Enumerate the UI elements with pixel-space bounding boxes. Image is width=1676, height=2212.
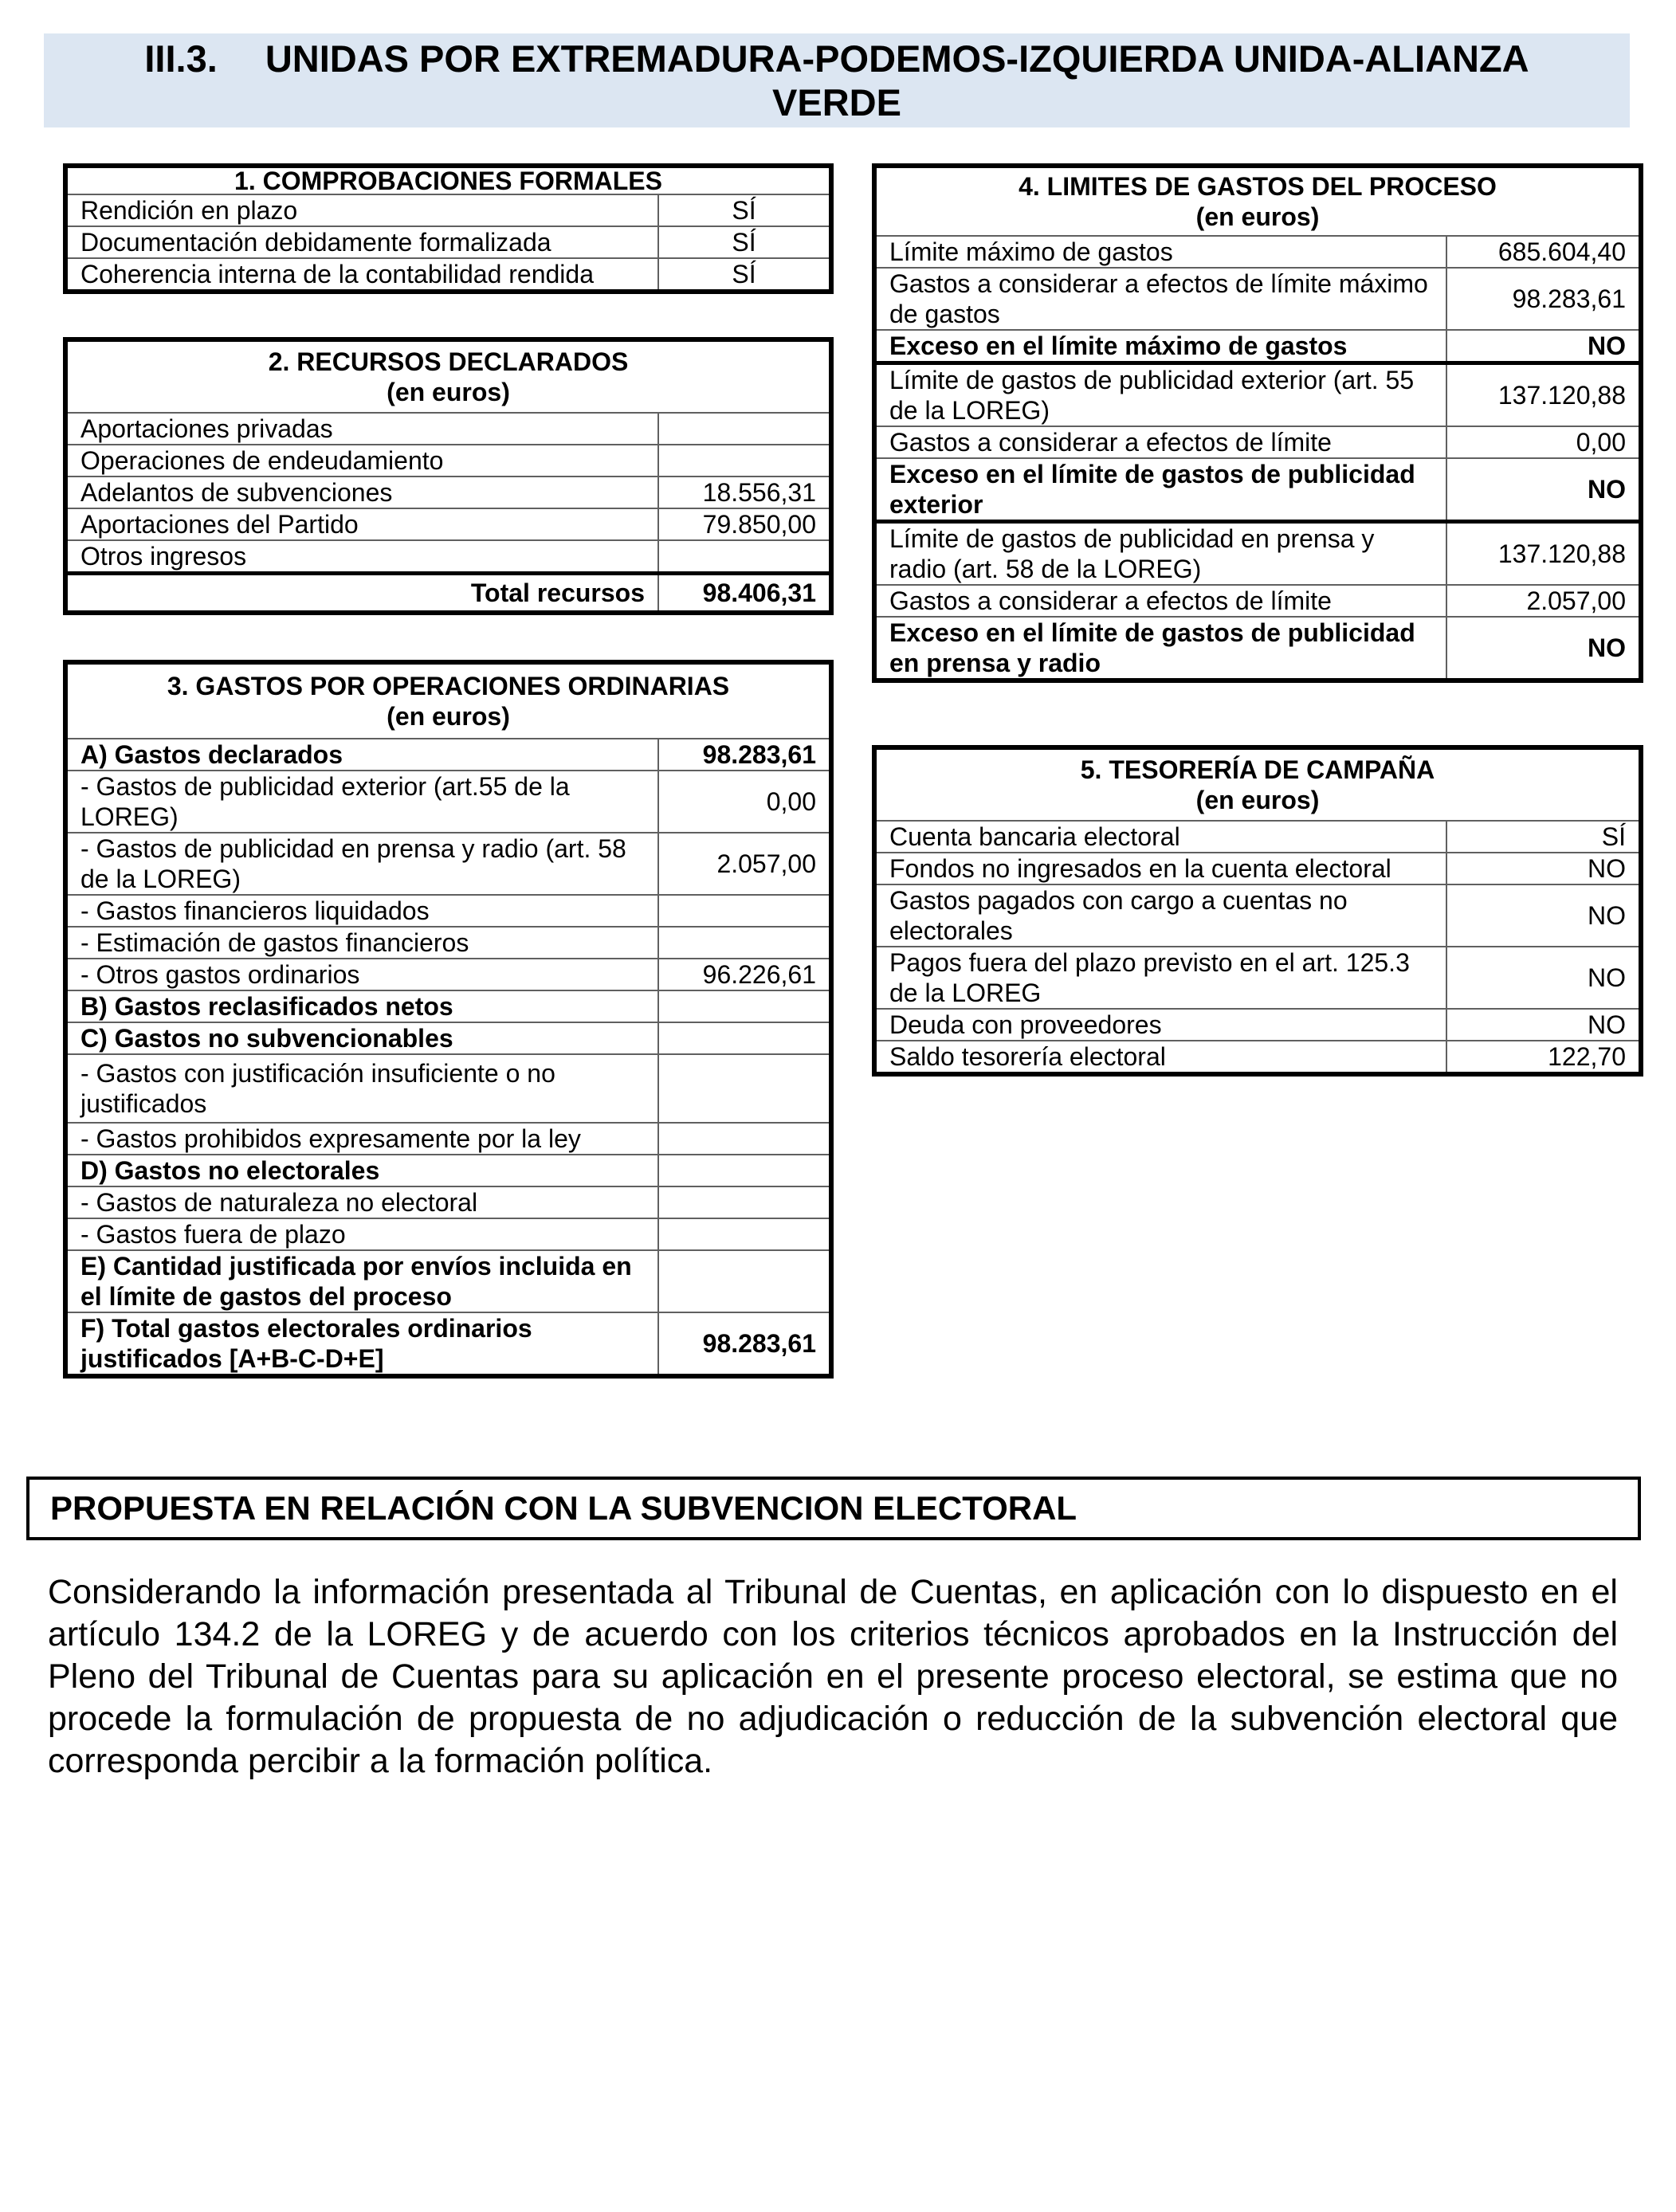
table-row	[65, 445, 831, 477]
row-label: Límite de gastos de publicidad exterior (art. 55 de la LOREG)	[874, 363, 1446, 427]
row-label: E) Cantidad justificada por envíos incluida en el límite de gastos del proceso	[65, 1250, 658, 1312]
row-value: 96.226,61	[658, 959, 831, 990]
row-label: B) Gastos reclasificados netos	[65, 990, 658, 1022]
row-value: NO	[1446, 330, 1641, 363]
table-row	[65, 1186, 831, 1218]
row-label: Gastos a considerar a efectos de límite	[874, 426, 1446, 458]
table-row	[874, 947, 1641, 1009]
limites-header	[874, 166, 1641, 236]
table-row	[874, 268, 1641, 330]
row-value: 18.556,31	[658, 477, 831, 508]
row-label: Adelantos de subvenciones	[65, 477, 658, 508]
table-row	[65, 508, 831, 540]
table-row	[65, 1022, 831, 1054]
row-label: Exceso en el límite de gastos de publicidad en prensa y radio	[874, 617, 1446, 680]
table-row	[65, 1054, 831, 1123]
row-label: Exceso en el límite máximo de gastos	[874, 330, 1446, 363]
tesoreria-subtitle: (en euros)	[1195, 786, 1320, 814]
row-label: D) Gastos no electorales	[65, 1155, 658, 1186]
table-row	[874, 330, 1641, 363]
row-label: Límite de gastos de publicidad en prensa y radio (art. 58 de la LOREG)	[874, 522, 1446, 586]
row-value: NO	[1446, 853, 1641, 884]
table-row	[65, 1250, 831, 1312]
table-row	[65, 990, 831, 1022]
row-value: SÍ	[1446, 821, 1641, 853]
row-value: NO	[1446, 617, 1641, 680]
table-row	[65, 477, 831, 508]
table-row	[65, 258, 831, 292]
row-value	[658, 1186, 831, 1218]
row-value	[658, 1054, 831, 1123]
table-row	[874, 522, 1641, 586]
tesoreria-table	[872, 745, 1643, 1077]
row-label: A) Gastos declarados	[65, 739, 658, 771]
row-label: Coherencia interna de la contabilidad rendida	[65, 258, 658, 292]
table-row	[65, 959, 831, 990]
comprobaciones-title: 1. COMPROBACIONES FORMALES	[65, 166, 831, 194]
table-row	[874, 1041, 1641, 1074]
row-label: Fondos no ingresados en la cuenta electoral	[874, 853, 1446, 884]
row-label: Cuenta bancaria electoral	[874, 821, 1446, 853]
row-value: NO	[1446, 1009, 1641, 1041]
total-row	[65, 1312, 831, 1376]
row-label: Gastos a considerar a efectos de límite máximo de gastos	[874, 268, 1446, 330]
row-value: 0,00	[658, 771, 831, 833]
row-label: Otros ingresos	[65, 540, 658, 574]
row-label: Gastos pagados con cargo a cuentas no electorales	[874, 884, 1446, 947]
row-label: - Gastos de publicidad en prensa y radio (art. 58 de la LOREG)	[65, 833, 658, 895]
propuesta-title: PROPUESTA EN RELACIÓN CON LA SUBVENCION ELECTORAL	[26, 1477, 1641, 1540]
table-row	[65, 226, 831, 258]
row-value: 98.283,61	[1446, 268, 1641, 330]
row-label: Aportaciones privadas	[65, 413, 658, 445]
row-label: Operaciones de endeudamiento	[65, 445, 658, 477]
row-value: 0,00	[1446, 426, 1641, 458]
gastos-table	[63, 660, 834, 1379]
table-row	[65, 895, 831, 927]
limites-subtitle: (en euros)	[1195, 202, 1320, 231]
row-label: - Estimación de gastos financieros	[65, 927, 658, 959]
table-row	[65, 1123, 831, 1155]
table-row	[874, 585, 1641, 617]
table-row	[65, 739, 831, 771]
row-value: NO	[1446, 884, 1641, 947]
row-value: NO	[1446, 458, 1641, 522]
table-row	[874, 236, 1641, 268]
tesoreria-header	[874, 747, 1641, 821]
row-value	[658, 1155, 831, 1186]
row-label: - Gastos con justificación insuficiente o no justificados	[65, 1054, 658, 1123]
section-header	[44, 33, 1630, 127]
section-title: UNIDAS POR EXTREMADURA-PODEMOS-IZQUIERDA UNIDA-ALIANZA VERDE	[265, 37, 1529, 124]
table-row	[65, 1218, 831, 1250]
row-value: 2.057,00	[658, 833, 831, 895]
table-row	[874, 884, 1641, 947]
total-label: Total recursos	[65, 574, 658, 614]
row-label: Límite máximo de gastos	[874, 236, 1446, 268]
table-row	[65, 540, 831, 574]
row-label: Exceso en el límite de gastos de publicidad exterior	[874, 458, 1446, 522]
row-label: Saldo tesorería electoral	[874, 1041, 1446, 1074]
table-row	[874, 426, 1641, 458]
gastos-header	[65, 662, 831, 739]
total-row	[65, 574, 831, 614]
limites-title: 4. LIMITES DE GASTOS DEL PROCESO	[1019, 172, 1497, 201]
row-label: Pagos fuera del plazo previsto en el art. 125.3 de la LOREG	[874, 947, 1446, 1009]
row-label: - Gastos fuera de plazo	[65, 1218, 658, 1250]
tesoreria-title: 5. TESORERÍA DE CAMPAÑA	[1080, 755, 1435, 784]
table-row	[65, 1155, 831, 1186]
row-value	[658, 1022, 831, 1054]
table-row	[874, 853, 1641, 884]
table-row	[65, 771, 831, 833]
row-label: Rendición en plazo	[65, 194, 658, 226]
row-label: Deuda con proveedores	[874, 1009, 1446, 1041]
row-value: SÍ	[658, 258, 831, 292]
row-label: Aportaciones del Partido	[65, 508, 658, 540]
table-row	[874, 458, 1641, 522]
row-value	[658, 413, 831, 445]
recursos-subtitle: (en euros)	[387, 378, 510, 406]
recursos-header	[65, 339, 831, 413]
row-value	[658, 927, 831, 959]
row-value	[658, 540, 831, 574]
row-value: SÍ	[658, 194, 831, 226]
row-value	[658, 1250, 831, 1312]
total-label: F) Total gastos electorales ordinarios justificados [A+B-C-D+E]	[65, 1312, 658, 1376]
table-row	[874, 617, 1641, 680]
total-value: 98.406,31	[658, 574, 831, 614]
row-value	[658, 990, 831, 1022]
row-value: 137.120,88	[1446, 522, 1641, 586]
gastos-title: 3. GASTOS POR OPERACIONES ORDINARIAS	[167, 672, 730, 700]
row-value: 2.057,00	[1446, 585, 1641, 617]
row-value: 79.850,00	[658, 508, 831, 540]
row-value: 137.120,88	[1446, 363, 1641, 427]
table-row	[65, 833, 831, 895]
row-label: - Otros gastos ordinarios	[65, 959, 658, 990]
row-value: SÍ	[658, 226, 831, 258]
row-label: - Gastos prohibidos expresamente por la ley	[65, 1123, 658, 1155]
table-row	[65, 194, 831, 226]
table-row	[874, 1009, 1641, 1041]
gastos-subtitle: (en euros)	[387, 702, 510, 731]
table-row	[65, 413, 831, 445]
total-value: 98.283,61	[658, 1312, 831, 1376]
table-row	[874, 363, 1641, 427]
row-label: - Gastos de naturaleza no electoral	[65, 1186, 658, 1218]
row-value	[658, 1218, 831, 1250]
row-label: Gastos a considerar a efectos de límite	[874, 585, 1446, 617]
recursos-title: 2. RECURSOS DECLARADOS	[268, 347, 629, 376]
row-value: 98.283,61	[658, 739, 831, 771]
row-value: 122,70	[1446, 1041, 1641, 1074]
table-row	[874, 821, 1641, 853]
row-value	[658, 895, 831, 927]
section-number: III.3.	[144, 37, 218, 80]
limites-table	[872, 163, 1643, 683]
row-value	[658, 1123, 831, 1155]
row-label: - Gastos de publicidad exterior (art.55 de la LOREG)	[65, 771, 658, 833]
row-label: Documentación debidamente formalizada	[65, 226, 658, 258]
recursos-table	[63, 337, 834, 615]
table-row	[65, 927, 831, 959]
propuesta-paragraph: Considerando la información presentada al Tribunal de Cuentas, en aplicación con lo dispuesto en el artículo 134.2 de la LOREG y de acuerdo con los criterios técnicos aprobados en la Instrucción del Pleno del Tribunal de Cuentas para su aplicación en el presente proceso electoral, se estima que no procede la formulación de propuesta de no adjudicación o reducción de la subvención electoral que corresponda percibir a la formación política.	[48, 1573, 1618, 1780]
row-value	[658, 445, 831, 477]
row-value: NO	[1446, 947, 1641, 1009]
row-label: C) Gastos no subvencionables	[65, 1022, 658, 1054]
row-label: - Gastos financieros liquidados	[65, 895, 658, 927]
comprobaciones-table	[63, 163, 834, 294]
row-value: 685.604,40	[1446, 236, 1641, 268]
